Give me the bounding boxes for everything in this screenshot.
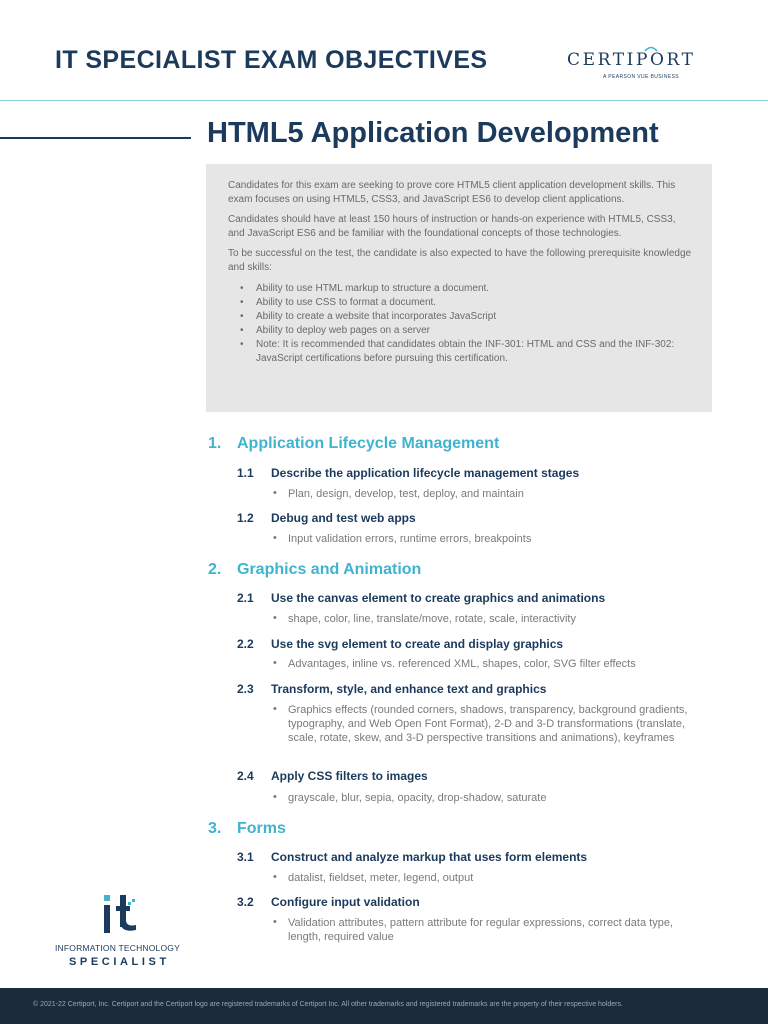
objective-number: 2.3 (237, 682, 254, 696)
objective-number: 2.1 (237, 591, 254, 605)
copyright-text: © 2021-22 Certiport, Inc. Certiport and the Certiport logo are registered trademarks of Certiport Inc. All other trademarks and registered trademarks are the property of their respective holders. (33, 1001, 623, 1008)
brand-tagline: A PEARSON VUE BUSINESS (603, 74, 680, 80)
header-title: IT SPECIALIST EXAM OBJECTIVES (55, 46, 488, 74)
objective-number: 2.2 (237, 637, 254, 651)
objective-number: 1.2 (237, 511, 254, 525)
intro-box (206, 164, 712, 412)
brand-name: CERTIPORT (567, 50, 696, 70)
objective-detail: shape, color, line, translate/move, rotate, scale, interactivity (288, 613, 576, 625)
it-logo-caption: SPECIALIST (69, 956, 170, 968)
objective-detail: Graphics effects (rounded corners, shadows, transparency, background gradients, typography, and Web Open Font Format), 2-D and 3-D transformations (translate, scale, rotate, skew, and 3-D perspective transitions and animations), keyframes (288, 704, 688, 744)
objective-title: Construct and analyze markup that uses form elements (271, 850, 588, 864)
prerequisite-item: • Ability to use CSS to format a document. (256, 296, 692, 310)
it-logo-caption: INFORMATION TECHNOLOGY (55, 943, 180, 953)
section-title: Forms (237, 820, 286, 837)
prerequisite-item: • Note: It is recommended that candidates obtain the INF-301: HTML and CSS and the INF-302: JavaScript certifications before pursuing this certification. (256, 338, 692, 366)
objective-detail: Advantages, inline vs. referenced XML, shapes, color, SVG filter effects (288, 658, 636, 670)
section-title: Graphics and Animation (237, 561, 422, 578)
bullet-icon: • (273, 657, 277, 669)
section-number: 3. (208, 820, 222, 837)
page-footer (0, 988, 768, 1024)
section-number: 2. (208, 561, 222, 578)
objective-number: 3.1 (237, 850, 254, 864)
bullet-icon: • (273, 703, 277, 715)
objective-detail: Plan, design, develop, test, deploy, and maintain (288, 488, 524, 500)
objective-title: Configure input validation (271, 895, 420, 909)
objective-title: Use the svg element to create and display graphics (271, 637, 564, 651)
objective-title: Describe the application lifecycle management stages (271, 466, 580, 480)
objective-number: 1.1 (237, 466, 254, 480)
objective-title: Use the canvas element to create graphics and animations (271, 591, 606, 605)
intro-paragraph: To be successful on the test, the candidate is also expected to have the following prerequisite knowledge and skills: (228, 248, 692, 273)
certiport-logo (567, 44, 717, 84)
bullet-icon: • (273, 791, 277, 803)
section-title: Application Lifecycle Management (237, 435, 500, 452)
intro-paragraph: Candidates should have at least 150 hours of instruction or hands-on experience with HTML5, CSS3, and JavaScript ES6 and be familiar with the foundational concepts of those technologies. (228, 214, 676, 239)
objective-detail: datalist, fieldset, meter, legend, output (288, 872, 474, 884)
intro-paragraph: Candidates for this exam are seeking to prove core HTML5 client application development skills. This exam focuses on using HTML5, CSS3, and JavaScript ES6 to develop client applications. (228, 180, 676, 205)
objective-title: Transform, style, and enhance text and graphics (271, 682, 547, 696)
objective-detail: grayscale, blur, sepia, opacity, drop-shadow, saturate (288, 792, 547, 804)
objective-title: Debug and test web apps (271, 511, 416, 525)
prerequisite-list (228, 282, 692, 366)
prerequisite-item: • Ability to use HTML markup to structure a document. (256, 282, 692, 296)
prerequisite-item: • Ability to deploy web pages on a server (256, 324, 692, 338)
it-logo-icon (100, 893, 150, 935)
section-number: 1. (208, 435, 222, 452)
bullet-icon: • (273, 871, 277, 883)
objective-number: 3.2 (237, 895, 254, 909)
objective-number: 2.4 (237, 769, 254, 783)
page-title: HTML5 Application Development (207, 117, 659, 149)
objective-detail: Input validation errors, runtime errors, breakpoints (288, 533, 532, 545)
objective-detail: Validation attributes, pattern attribute for regular expressions, correct data type, length, required value (288, 917, 673, 943)
title-rule (0, 137, 191, 139)
prerequisite-item: • Ability to create a website that incorporates JavaScript (256, 310, 692, 324)
objective-title: Apply CSS filters to images (271, 769, 428, 783)
page-header (0, 0, 768, 101)
bullet-icon: • (273, 916, 277, 928)
bullet-icon: • (273, 612, 277, 624)
bullet-icon: • (273, 487, 277, 499)
bullet-icon: • (273, 532, 277, 544)
